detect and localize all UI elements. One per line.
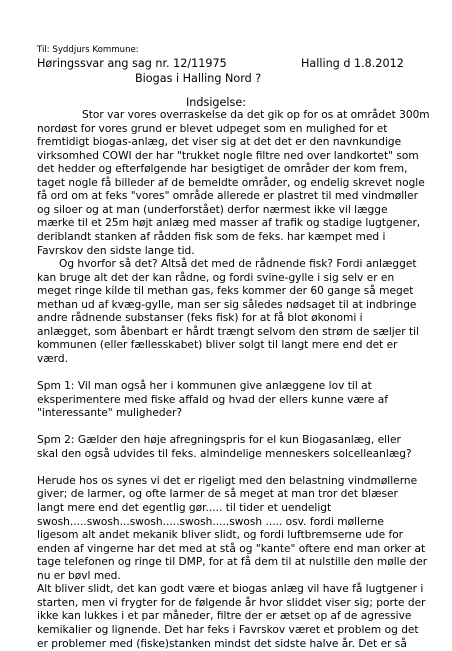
body-line: Herude hos os synes vi det er rigeligt med den belastning vindmøllerne xyxy=(37,475,417,489)
document-subtitle: Biogas i Halling Nord ? xyxy=(135,72,261,86)
body-line: tage telefonen og ringe til DMP, for at få dem til at nulstille den mølle der xyxy=(37,556,427,570)
body-line: langt mere end det egentlig gør..... til tider et uendeligt xyxy=(37,502,331,516)
body-line: swosh.....swosh...swosh.....swosh.....swosh ..... osv. fordi møllerne xyxy=(37,516,384,530)
body-line: Alt bliver slidt, det kan godt være et biogas anlæg vil have få lugtgener i xyxy=(37,583,423,597)
body-line: Favrskov den sidste lange tid. xyxy=(37,245,195,259)
recipient-line: Til: Syddjurs Kommune: xyxy=(37,45,139,56)
body-line: kemikalier og lignende. Det har feks i Favrskov været et problem og det xyxy=(37,624,419,638)
body-line: værd. xyxy=(37,353,68,367)
body-line: anlægget, som åbenbart er hårdt trængt selvom den strøm de sæljer til xyxy=(37,326,419,340)
body-line: enden af vingerne har det med at stå og "kante" oftere end man orker at xyxy=(37,543,425,557)
body-line: Spm 1: Vil man også her i kommunen give anlæggene lov til at xyxy=(37,380,372,394)
body-line: nordøst for vores grund er blevet udpeget som en mulighed for et xyxy=(37,123,387,137)
body-line: fremtidigt biogas-anlæg, det viser sig at det det er den navnkundige xyxy=(37,136,401,150)
body-line: andre rådnende substanser (feks fisk) for at få blot økonomi i xyxy=(37,312,363,326)
section-heading: Indsigelse: xyxy=(186,96,246,110)
body-line: skal den også udvides til feks. almindelige menneskers solcelleanlæg? xyxy=(37,448,412,462)
body-line: "interessante" muligheder? xyxy=(37,407,182,421)
date-place: Halling d 1.8.2012 xyxy=(301,57,404,71)
body-line: virksomhed COWI der har "trukket nogle filtre ned over landkortet" som xyxy=(37,150,419,164)
body-line: kan bruge alt det der kan rådne, og fordi svine-gylle i sig selv er en xyxy=(37,272,394,286)
body-line: Spm 2: Gælder den høje afregningspris for el kun Biogasanlæg, eller xyxy=(37,434,401,448)
body-line: kommunen (eller fællesskabet) bliver solgt til langt mere end det er xyxy=(37,339,398,353)
body-line: meget ringe kilde til methan gas, feks kommer der 60 gange så meget xyxy=(37,285,413,299)
body-line: nu er bøvl med. xyxy=(37,570,121,584)
body-line: er problemer med (fiske)stanken mindst det sidste halve år. Det er så xyxy=(37,638,407,651)
case-reference: Høringssvar ang sag nr. 12/11975 xyxy=(37,57,227,71)
body-line: starten, men vi frygter for de følgende år hvor sliddet viser sig; porte der xyxy=(37,597,425,611)
body-line: methan ud af kvæg-gylle, man ser sig således nødsaget til at indbringe xyxy=(37,299,416,313)
body-line: taget nogle få billeder af de bemeldte områder, og endelig skrevet nogle xyxy=(37,177,425,191)
body-line: eksperimentere med fiske affald og hvad der ellers kunne være af xyxy=(37,394,388,408)
body-line: deriblandt stanken af rådden fisk som de feks. har kæmpet med i xyxy=(37,231,385,245)
body-line: Stor var vores overraskelse da det gik op for os at området 300m xyxy=(82,109,430,123)
body-line: Og hvorfor så det? Altså det med de rådnende fisk? Fordi anlægget xyxy=(59,258,417,272)
body-line: giver; de larmer, og ofte larmer de så meget at man tror det blæser xyxy=(37,488,398,502)
body-line: ikke kan lukkes i et par måneder, filtre der er ætset op af de agressive xyxy=(37,610,411,624)
body-line: mærke til et 25m højt anlæg med masser af trafik og stadige lugtgener, xyxy=(37,217,420,231)
body-line: ligesom alt andet mekanik bliver slidt, og fordi luftbremserne ude for xyxy=(37,529,403,543)
body-line: få ord om at feks "vores" område allerede er plastret til med vindmøller xyxy=(37,190,418,204)
body-line: og siloer og at man (underforstået) derfor nærmest ikke vil lægge xyxy=(37,204,388,218)
body-line: det hedder og efterfølgende har besigtiget de områder der kom frem, xyxy=(37,163,407,177)
